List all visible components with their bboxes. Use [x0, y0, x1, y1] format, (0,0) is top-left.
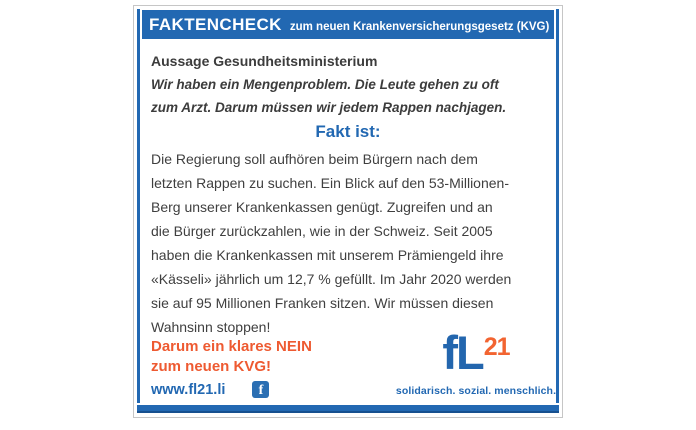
faktencheck-flyer-card [133, 5, 563, 418]
cta-line: zum neuen KVG! [151, 358, 272, 375]
fact-body [151, 147, 511, 339]
logo-block [395, 326, 557, 397]
logo-tagline: solidarisch. sozial. menschlich. [395, 385, 557, 397]
fact-body-line: letzten Rappen zu suchen. Ein Blick auf den 53-Millionen- [151, 175, 509, 191]
header-subtitle: zum neuen Krankenversicherungsgesetz (KVG) [289, 21, 550, 33]
fl21-logo [442, 328, 509, 378]
fact-body-line: die Bürger zurückzahlen, wie in der Schweiz. Seit 2005 [151, 223, 493, 239]
fact-body-line: sie auf 95 Millionen Franken sitzen. Wir müssen diesen [151, 295, 494, 311]
fact-body-line: Die Regierung soll aufhören beim Bürgern nach dem [151, 151, 478, 167]
statement-quote-line: Wir haben ein Mengenproblem. Die Leute gehen zu oft [151, 77, 499, 92]
fact-body-line: Berg unserer Krankenkassen genügt. Zugreifen und an [151, 199, 493, 215]
cta-text [151, 337, 312, 377]
facebook-icon[interactable]: f [252, 381, 269, 398]
fact-body-line: Wahnsinn stoppen! [151, 319, 271, 335]
logo-letters: fL [442, 326, 483, 379]
fact-body-line: «Kässeli» jährlich um 12,7 % gefüllt. Im Jahr 2020 werden [151, 271, 512, 287]
statement-quote [151, 73, 506, 119]
statement-quote-line: zum Arzt. Darum müssen wir jedem Rappen nachjagen. [151, 100, 507, 115]
header-title: FAKTENCHECK [149, 15, 282, 34]
fact-heading: Fakt ist: [315, 122, 381, 141]
bottom-frame-bar [137, 405, 559, 413]
statement-heading: Aussage Gesundheitsministerium [151, 53, 378, 69]
right-frame-line [556, 9, 559, 403]
header-bar [142, 10, 554, 39]
logo-number: 21 [483, 333, 510, 361]
fact-body-line: haben die Krankenkassen mit unserem Prämiengeld ihre [151, 247, 504, 263]
website-link[interactable]: www.fl21.li [151, 381, 226, 398]
website-row [151, 381, 269, 398]
left-frame-line [137, 9, 140, 403]
cta-line: Darum ein klares NEIN [151, 338, 312, 355]
